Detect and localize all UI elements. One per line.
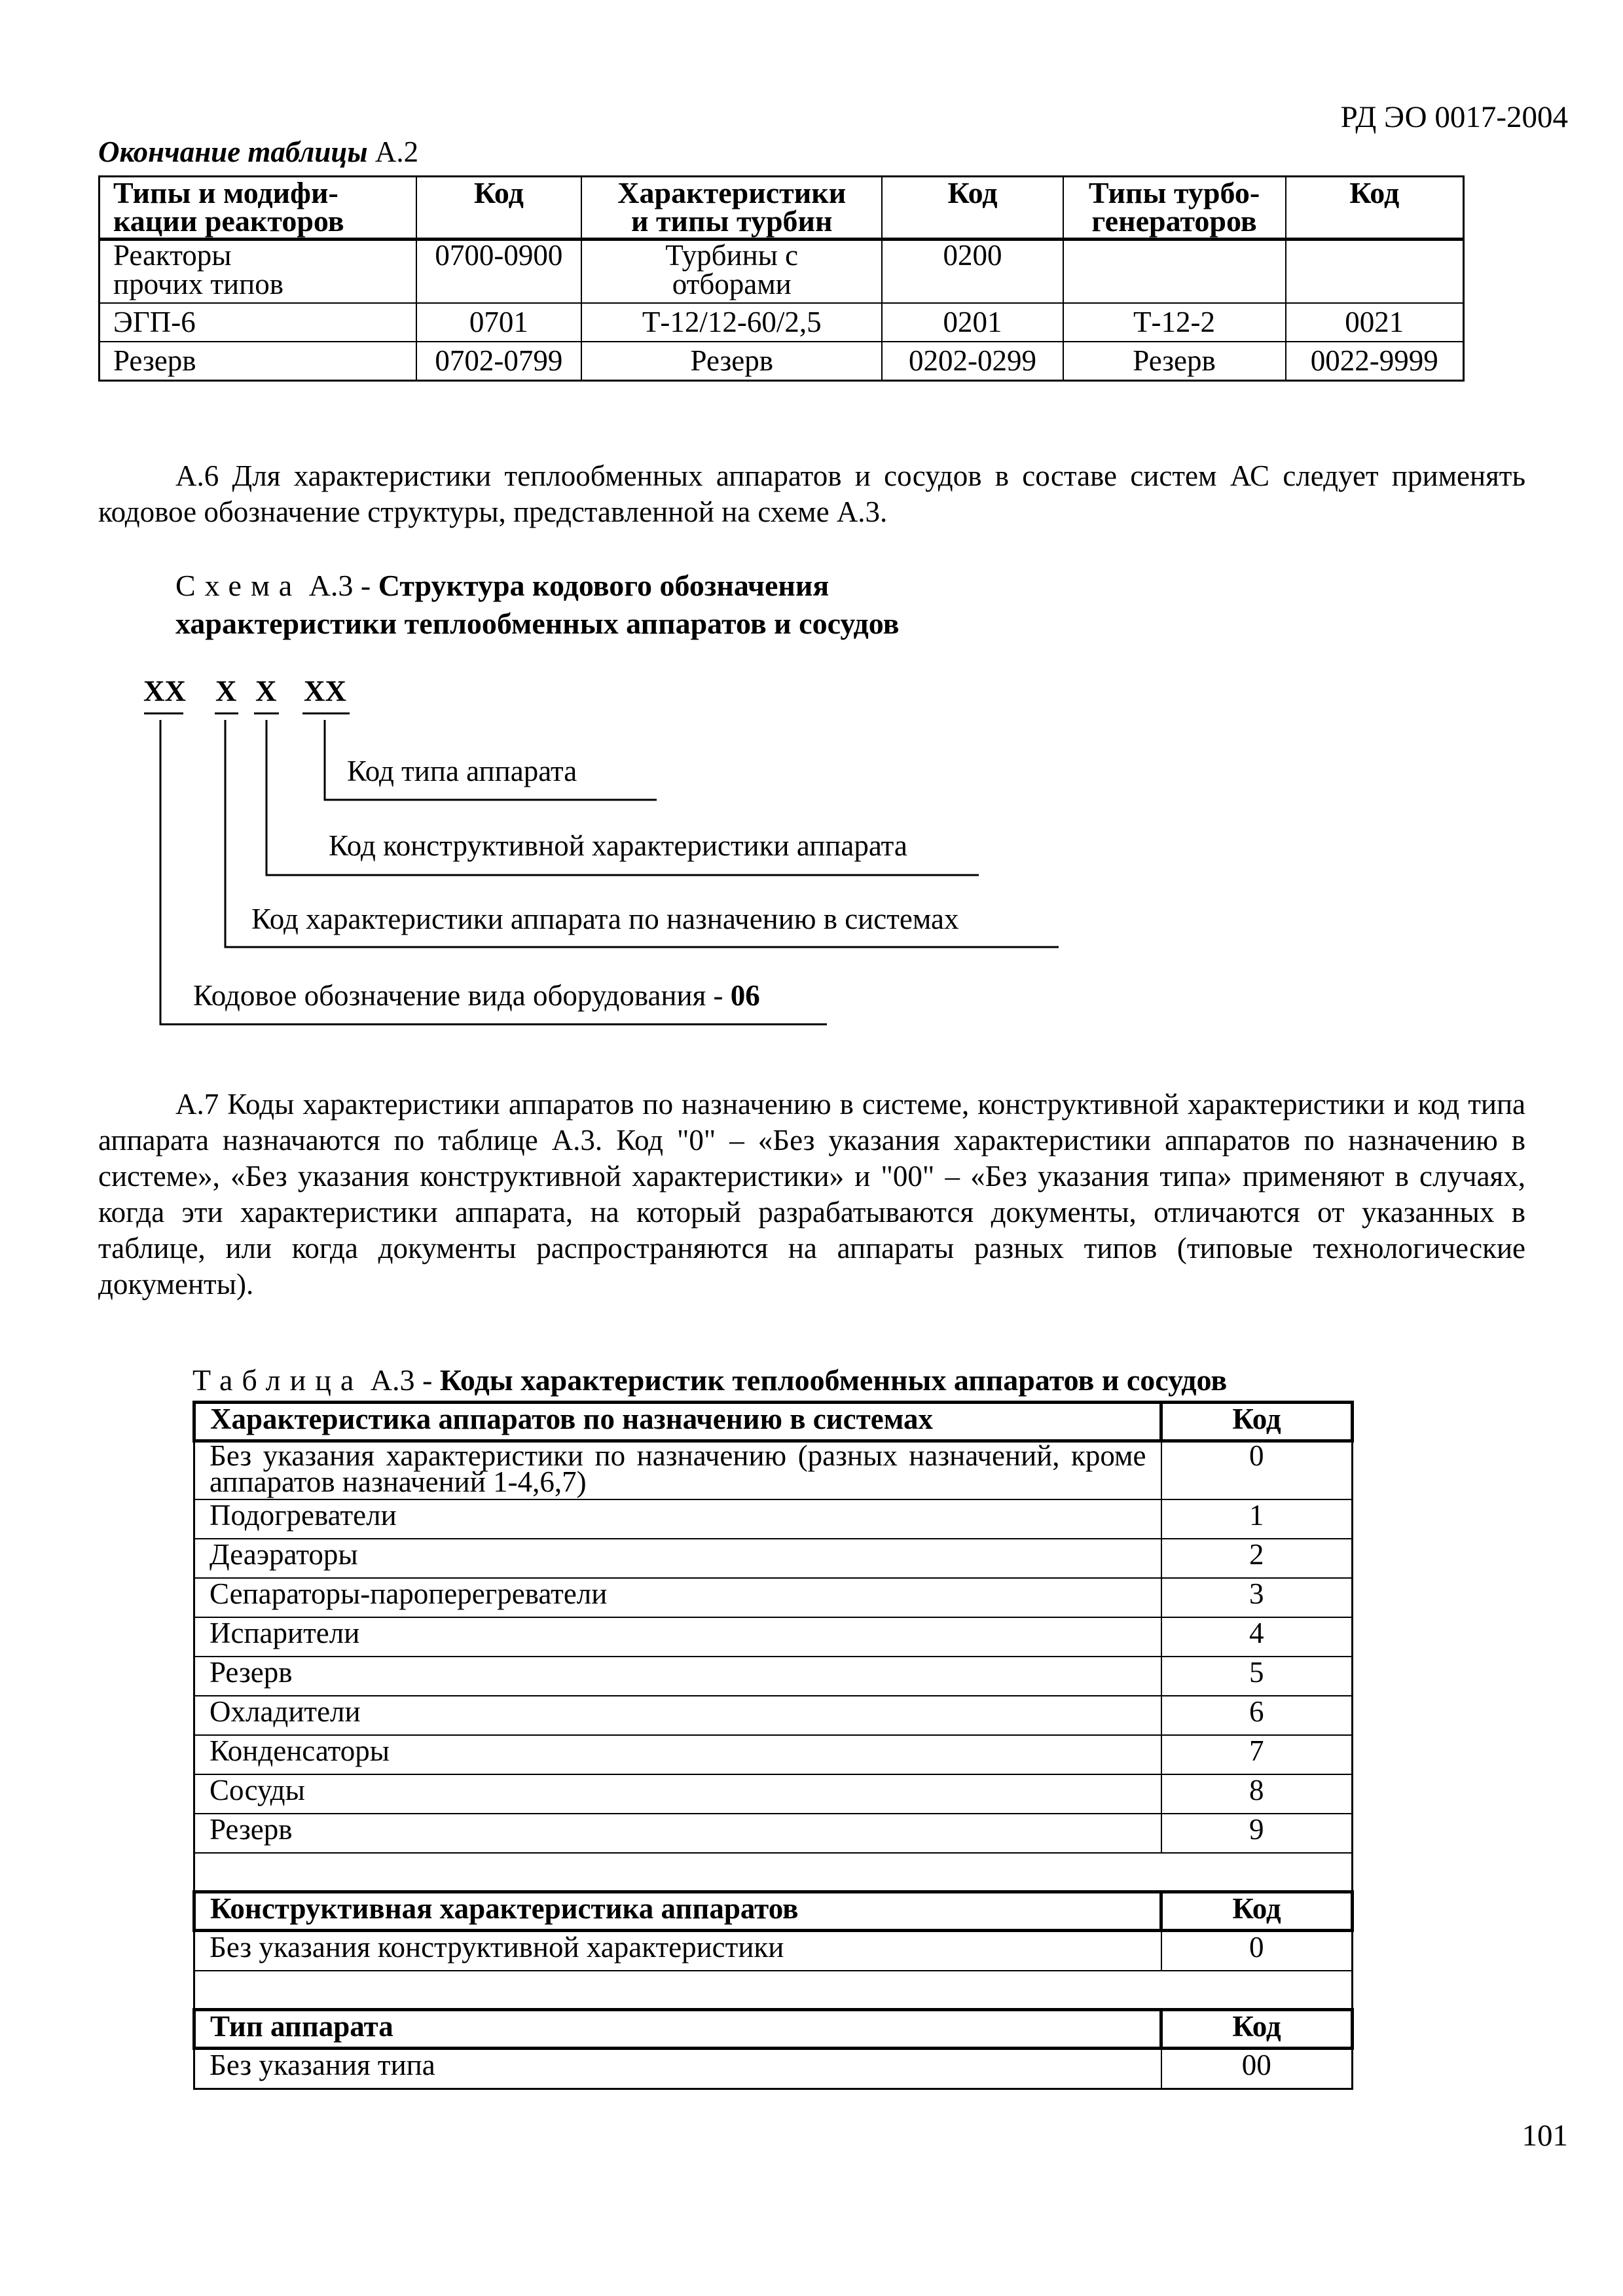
table-cell: Резерв	[1063, 342, 1286, 381]
table-a2-header-cell: Характеристики и типы турбин	[581, 177, 882, 240]
table-cell: 0202-0299	[882, 342, 1063, 381]
table-row	[194, 1696, 1353, 1735]
table-cell: 0200	[882, 240, 1063, 304]
table-row	[194, 1657, 1353, 1696]
scheme-number: А.3 -	[308, 569, 371, 602]
table-a3-title: Коды характеристик теплообменных аппаратов и сосудов	[439, 1363, 1228, 1397]
table-a2-caption-italic: Окончание таблицы	[98, 135, 368, 168]
table-cell: 1	[1161, 1499, 1353, 1539]
table-cell: 00	[1161, 2049, 1353, 2089]
table-header-cell: Характеристика аппаратов по назначению в системах	[194, 1403, 1161, 1441]
table-a2-caption-number: А.2	[374, 135, 419, 168]
table-cell: Деаэраторы	[194, 1539, 1161, 1578]
table-cell: Турбины с отборами	[581, 240, 882, 304]
table-cell: 0701	[416, 303, 581, 342]
table-header-cell: Код	[1161, 1892, 1353, 1931]
table-cell: Т-12-2	[1063, 303, 1286, 342]
table-cell: Резерв	[194, 1814, 1161, 1853]
table-header-cell: Конструктивная характеристика аппаратов	[194, 1892, 1161, 1931]
table-a2-header-cell: Типы турбо- генераторов	[1063, 177, 1286, 240]
table-cell: 0700-0900	[416, 240, 581, 304]
table-cell: 0	[1161, 1931, 1353, 1971]
table-cell: 0021	[1286, 303, 1464, 342]
paragraph-a7	[98, 1086, 1525, 1302]
table-row	[194, 1774, 1353, 1814]
scheme-title-line1: Структура кодового обозначения	[378, 569, 830, 602]
table-a2-header-cell: Код	[416, 177, 581, 240]
table-a3-caption	[192, 1363, 1227, 1397]
table-a3	[192, 1401, 1354, 2090]
table-header-cell: Код	[1161, 2010, 1353, 2049]
table-row	[194, 1617, 1353, 1657]
table-row	[194, 2049, 1353, 2089]
table-cell: Без указания конструктивной характеристики	[194, 1931, 1161, 1971]
table-spacer-cell	[194, 1971, 1353, 2010]
table-cell: Т-12/12-60/2,5	[581, 303, 882, 342]
table-cell: Резерв	[194, 1657, 1161, 1696]
table-row	[194, 1814, 1353, 1853]
paragraph-a7-text: А.7 Коды характеристики аппаратов по назначению в системе, конструктивной характеристики и код типа аппарата назначаются по таблице А.3. Код "0" – «Без указания характеристики аппаратов по назначению в системе», «Без указания конструктивной характеристики» и "00" – «Без указания типа» применяют в случаях, когда эти характеристики аппарата, на который разрабатываются документы, отличаются от указанных в таблице, или когда документы распространяются на аппараты разных типов (типовые технологические документы).	[98, 1088, 1525, 1300]
table-cell: Сосуды	[194, 1774, 1161, 1814]
table-cell: Охладители	[194, 1696, 1161, 1735]
table-cell: Сепараторы-пароперегреватели	[194, 1578, 1161, 1617]
scheme-label: Схема	[175, 569, 302, 602]
scheme-label-equipment	[193, 978, 760, 1013]
scheme-connector-lines	[0, 0, 1623, 1060]
table-cell: 0	[1161, 1441, 1353, 1500]
scheme-code-design: X	[255, 675, 277, 708]
table-cell: 9	[1161, 1814, 1353, 1853]
table-cell: 4	[1161, 1617, 1353, 1657]
table-cell: 2	[1161, 1539, 1353, 1578]
table-cell: 0702-0799	[416, 342, 581, 381]
scheme-label-equipment-text: Кодовое обозначение вида оборудования -	[193, 979, 723, 1012]
table-row	[194, 1931, 1353, 1971]
scheme-equipment-code: 06	[730, 979, 760, 1012]
table-row	[194, 1735, 1353, 1774]
table-row	[194, 1578, 1353, 1617]
table-cell: 0201	[882, 303, 1063, 342]
table-spacer-row	[194, 1853, 1353, 1892]
scheme-code-purpose: X	[215, 675, 237, 708]
table-row	[194, 1441, 1353, 1500]
table-header-row	[194, 1892, 1353, 1931]
page-number: 101	[1522, 2119, 1568, 2153]
table-a2-header-cell: Код	[1286, 177, 1464, 240]
table-cell: Без указания типа	[194, 2049, 1161, 2089]
table-cell: 6	[1161, 1696, 1353, 1735]
table-cell: 5	[1161, 1657, 1353, 1696]
scheme-title-line2: характеристики теплообменных аппаратов и сосудов	[175, 607, 900, 640]
table-header-row	[194, 1403, 1353, 1441]
table-cell: 7	[1161, 1735, 1353, 1774]
table-a2-header-cell: Код	[882, 177, 1063, 240]
table-row	[194, 1499, 1353, 1539]
table-cell: Резерв	[581, 342, 882, 381]
table-spacer-cell	[194, 1853, 1353, 1892]
table-header-cell: Код	[1161, 1403, 1353, 1441]
table-cell: Резерв	[100, 342, 416, 381]
scheme-code-equipment: XX	[143, 675, 186, 708]
table-cell: 0022-9999	[1286, 342, 1464, 381]
table-cell: Испарители	[194, 1617, 1161, 1657]
scheme-label-type: Код типа аппарата	[347, 755, 577, 787]
table-cell: 8	[1161, 1774, 1353, 1814]
table-cell: ЭГП-6	[100, 303, 416, 342]
table-cell: Реакторы прочих типов	[100, 240, 416, 304]
table-cell: Подогреватели	[194, 1499, 1161, 1539]
table-spacer-row	[194, 1971, 1353, 2010]
paragraph-a6-text: А.6 Для характеристики теплообменных аппаратов и сосудов в составе систем АС следует применять кодовое обозначение структуры, представленной на схеме А.3.	[98, 459, 1525, 528]
scheme-label-purpose: Код характеристики аппарата по назначению в системах	[251, 903, 959, 935]
document-code: РД ЭО 0017-2004	[1340, 100, 1568, 134]
table-cell: Без указания характеристики по назначению (разных назначений, кроме аппаратов назначений 1-4,6,7)	[194, 1441, 1161, 1500]
table-header-cell: Тип аппарата	[194, 2010, 1161, 2049]
table-header-row	[194, 2010, 1353, 2049]
scheme-label-design: Код конструктивной характеристики аппарата	[329, 829, 907, 862]
table-row	[194, 1539, 1353, 1578]
table-label: Таблица	[192, 1363, 363, 1397]
table-number: А.3 -	[370, 1363, 433, 1397]
scheme-code-type: XX	[304, 675, 346, 708]
table-cell: 3	[1161, 1578, 1353, 1617]
table-cell: Конденсаторы	[194, 1735, 1161, 1774]
table-a2-header-cell: Типы и модифи- кации реакторов	[100, 177, 416, 240]
